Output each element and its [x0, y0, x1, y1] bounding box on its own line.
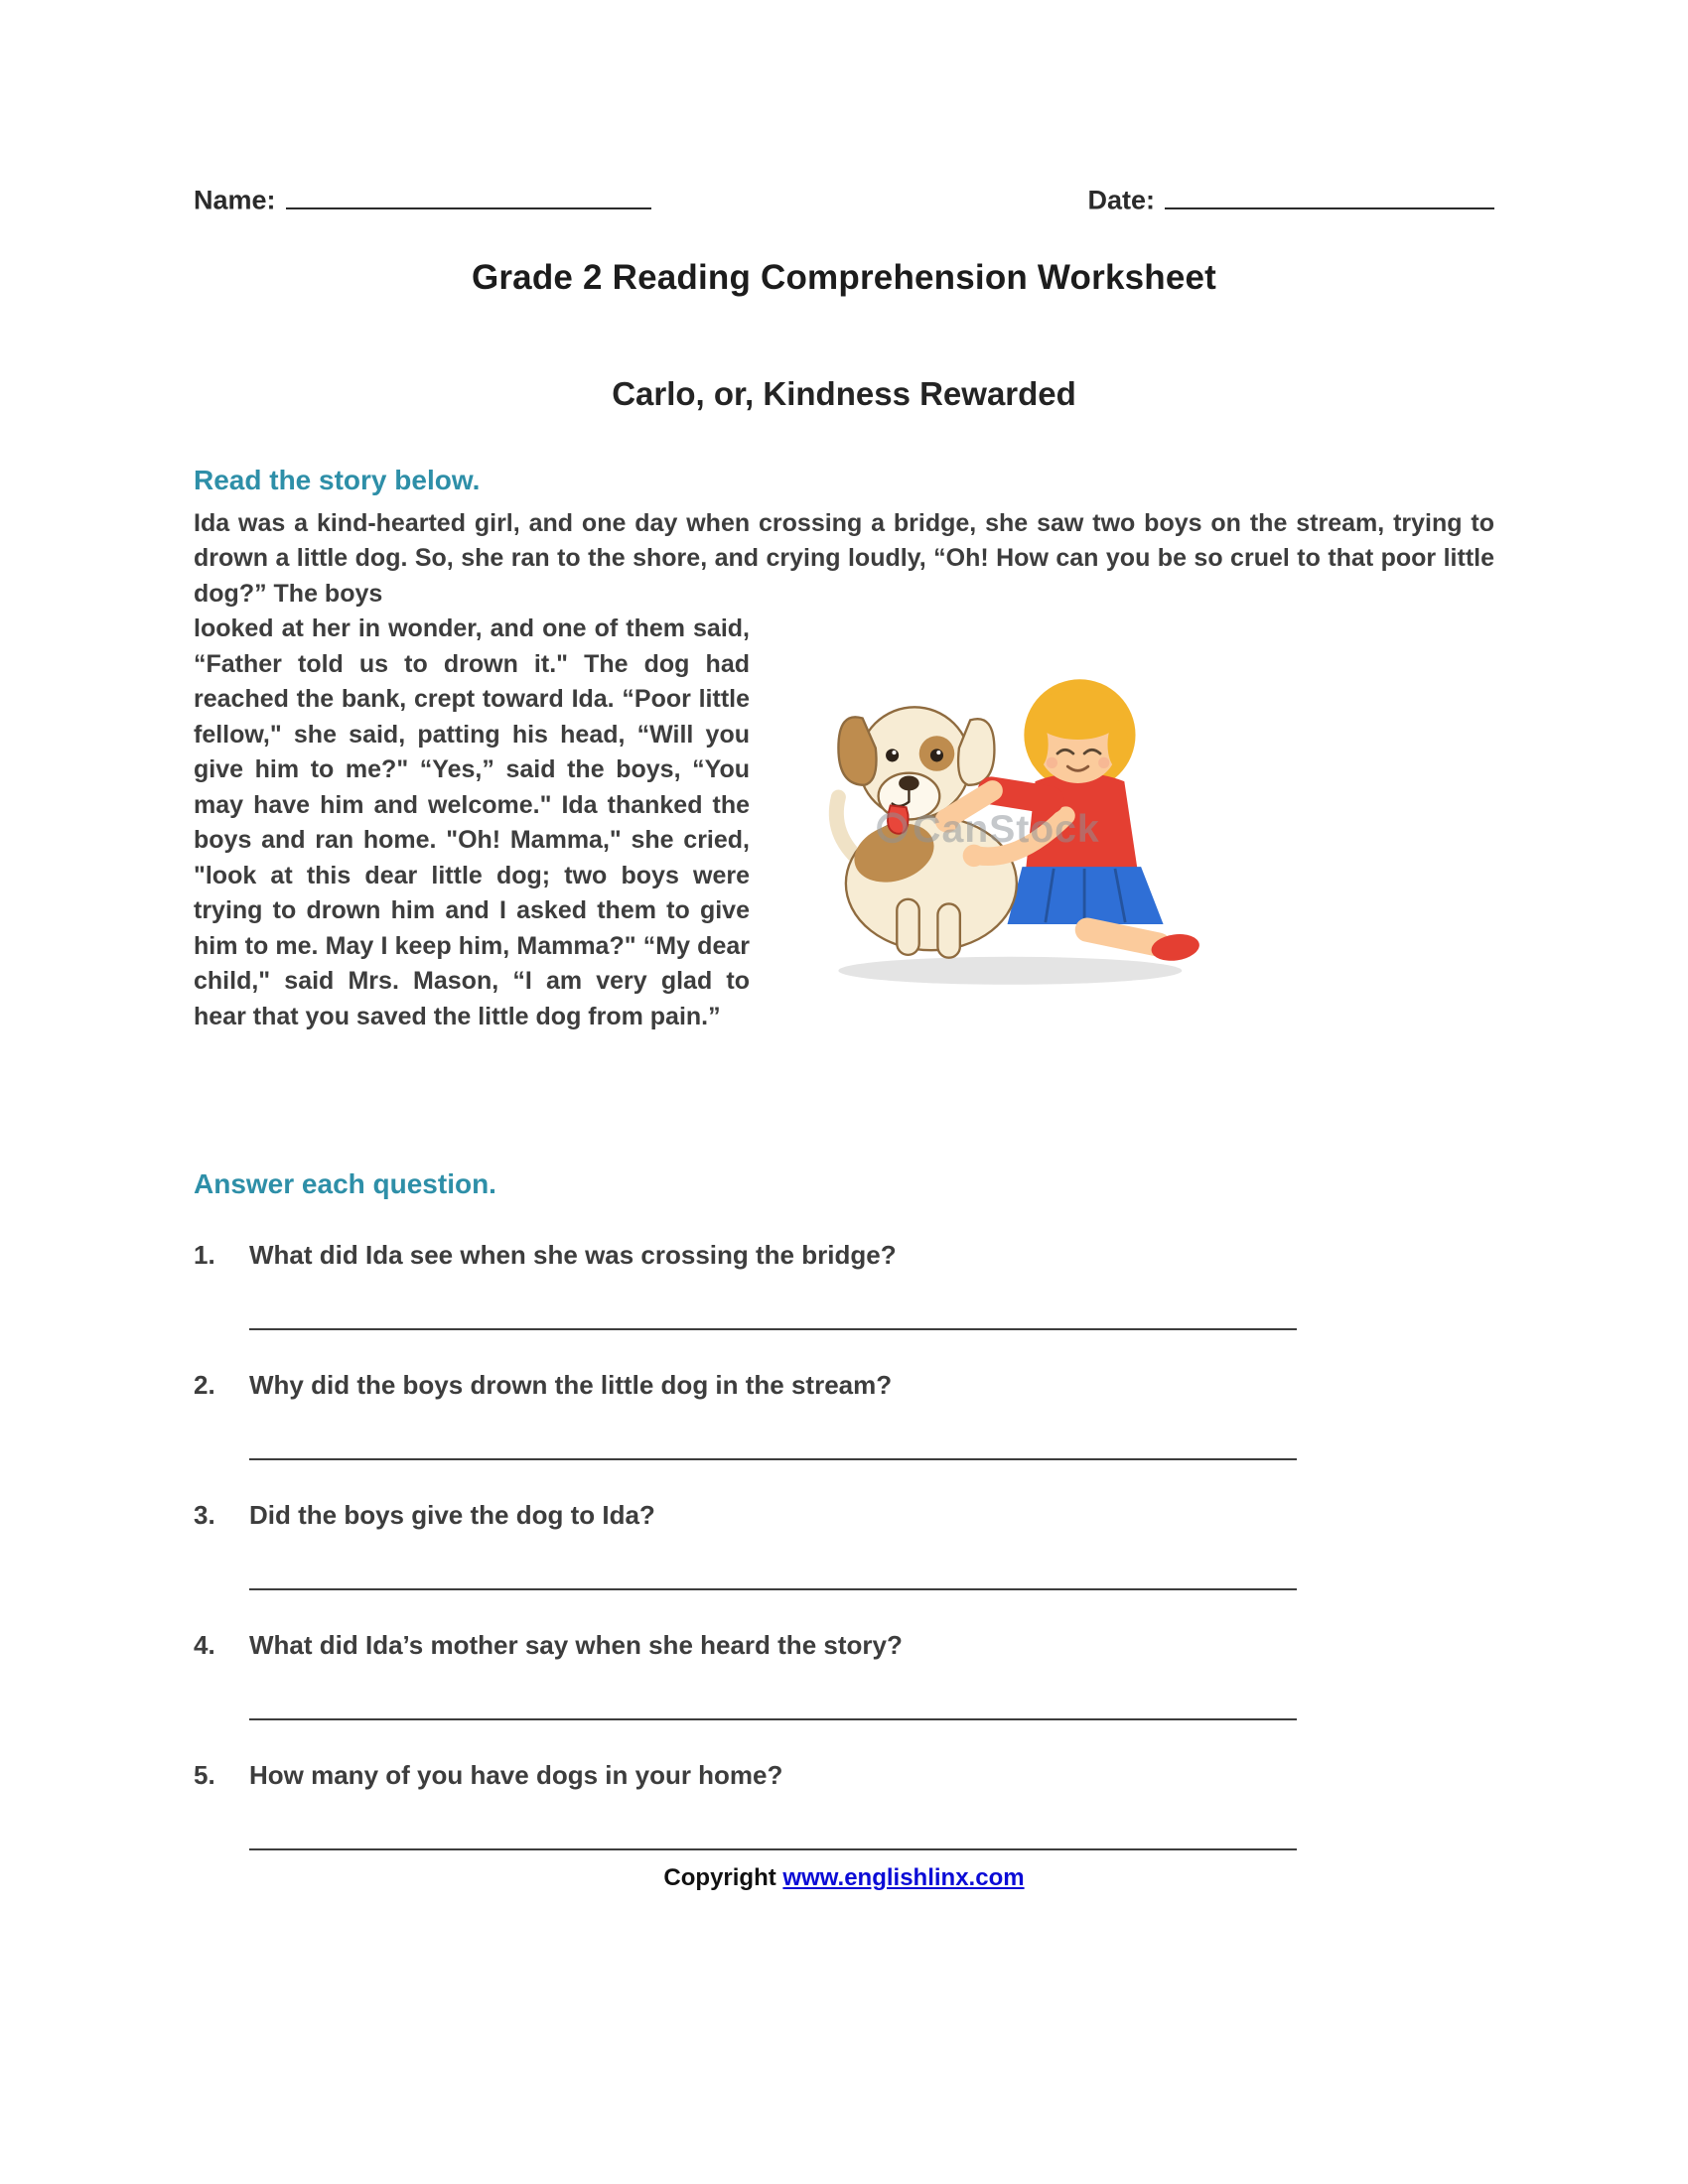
story-text	[194, 506, 1494, 1124]
question-item-3	[194, 1500, 1494, 1590]
question-number: 4.	[194, 1630, 215, 1661]
page-title: Grade 2 Reading Comprehension Worksheet	[471, 257, 1217, 297]
story-paragraph-2: looked at her in wonder, and one of them said, “Father told us to drown it." The dog had reached the bank, crept toward Ida. “Poor little fellow," she said, patting his head, “Will you give him to me?" “Yes,” said the boys, “You may have him and welcome." Ida thanked the boys and ran home. "Oh! Mamma," she cried, "look at this dear little dog; two boys were trying to drown him and I asked them to give him to me. May I keep him, Mamma?" “My dear child," said Mrs. Mason, “I am very glad to hear that you saved the little dog from pain.”	[194, 614, 750, 1030]
answer-blank-line-2[interactable]	[249, 1458, 1297, 1460]
ground-shadow	[838, 957, 1182, 985]
answer-instruction: Answer each question.	[194, 1168, 496, 1200]
story-title: Carlo, or, Kindness Rewarded	[612, 374, 1076, 412]
question-text: What did Ida see when she was crossing the bridge?	[249, 1240, 897, 1271]
question-number: 2.	[194, 1370, 215, 1401]
watermark-text: CanStock	[913, 806, 1100, 851]
name-label: Name:	[194, 185, 276, 215]
answer-blank-line-1[interactable]	[249, 1328, 1297, 1330]
question-item-5	[194, 1760, 1494, 1850]
question-number: 5.	[194, 1760, 215, 1791]
name-date-row	[194, 184, 1494, 216]
name-field	[194, 184, 651, 216]
copyright-link[interactable]: www.englishlinx.com	[782, 1864, 1025, 1892]
name-blank-line[interactable]	[286, 184, 651, 209]
date-field	[1087, 184, 1494, 216]
copyright-label: Copyright	[663, 1864, 776, 1892]
questions-list	[194, 1240, 1494, 1850]
read-instruction: Read the story below.	[194, 464, 481, 495]
girl-dog-svg	[801, 625, 1228, 997]
girl-hugging-dog-illustration	[750, 612, 1494, 1123]
watermark	[880, 807, 1100, 851]
copyright-footer	[194, 1864, 1494, 1892]
question-text: What did Ida’s mother say when she heard the story?	[249, 1630, 903, 1661]
date-label: Date:	[1087, 185, 1155, 215]
question-text: Why did the boys drown the little dog in the stream?	[249, 1370, 893, 1401]
story-wrap	[194, 612, 1494, 1123]
answer-blank-line-3[interactable]	[249, 1588, 1297, 1590]
question-number: 1.	[194, 1240, 215, 1271]
answer-blank-line-4[interactable]	[249, 1718, 1297, 1720]
story-paragraph-1: Ida was a kind-hearted girl, and one day when crossing a bridge, she saw two boys on the stream, trying to drown a little dog. So, she ran to the shore, and crying loudly, “Oh! How can you be so cruel to that poor little dog?” The boys	[194, 508, 1494, 608]
question-item-1	[194, 1240, 1494, 1330]
question-number: 3.	[194, 1500, 215, 1531]
question-item-4	[194, 1630, 1494, 1720]
question-text: Did the boys give the dog to Ida?	[249, 1500, 655, 1531]
question-item-2	[194, 1370, 1494, 1460]
answer-blank-line-5[interactable]	[249, 1848, 1297, 1850]
question-text: How many of you have dogs in your home?	[249, 1760, 783, 1791]
date-blank-line[interactable]	[1165, 184, 1494, 209]
